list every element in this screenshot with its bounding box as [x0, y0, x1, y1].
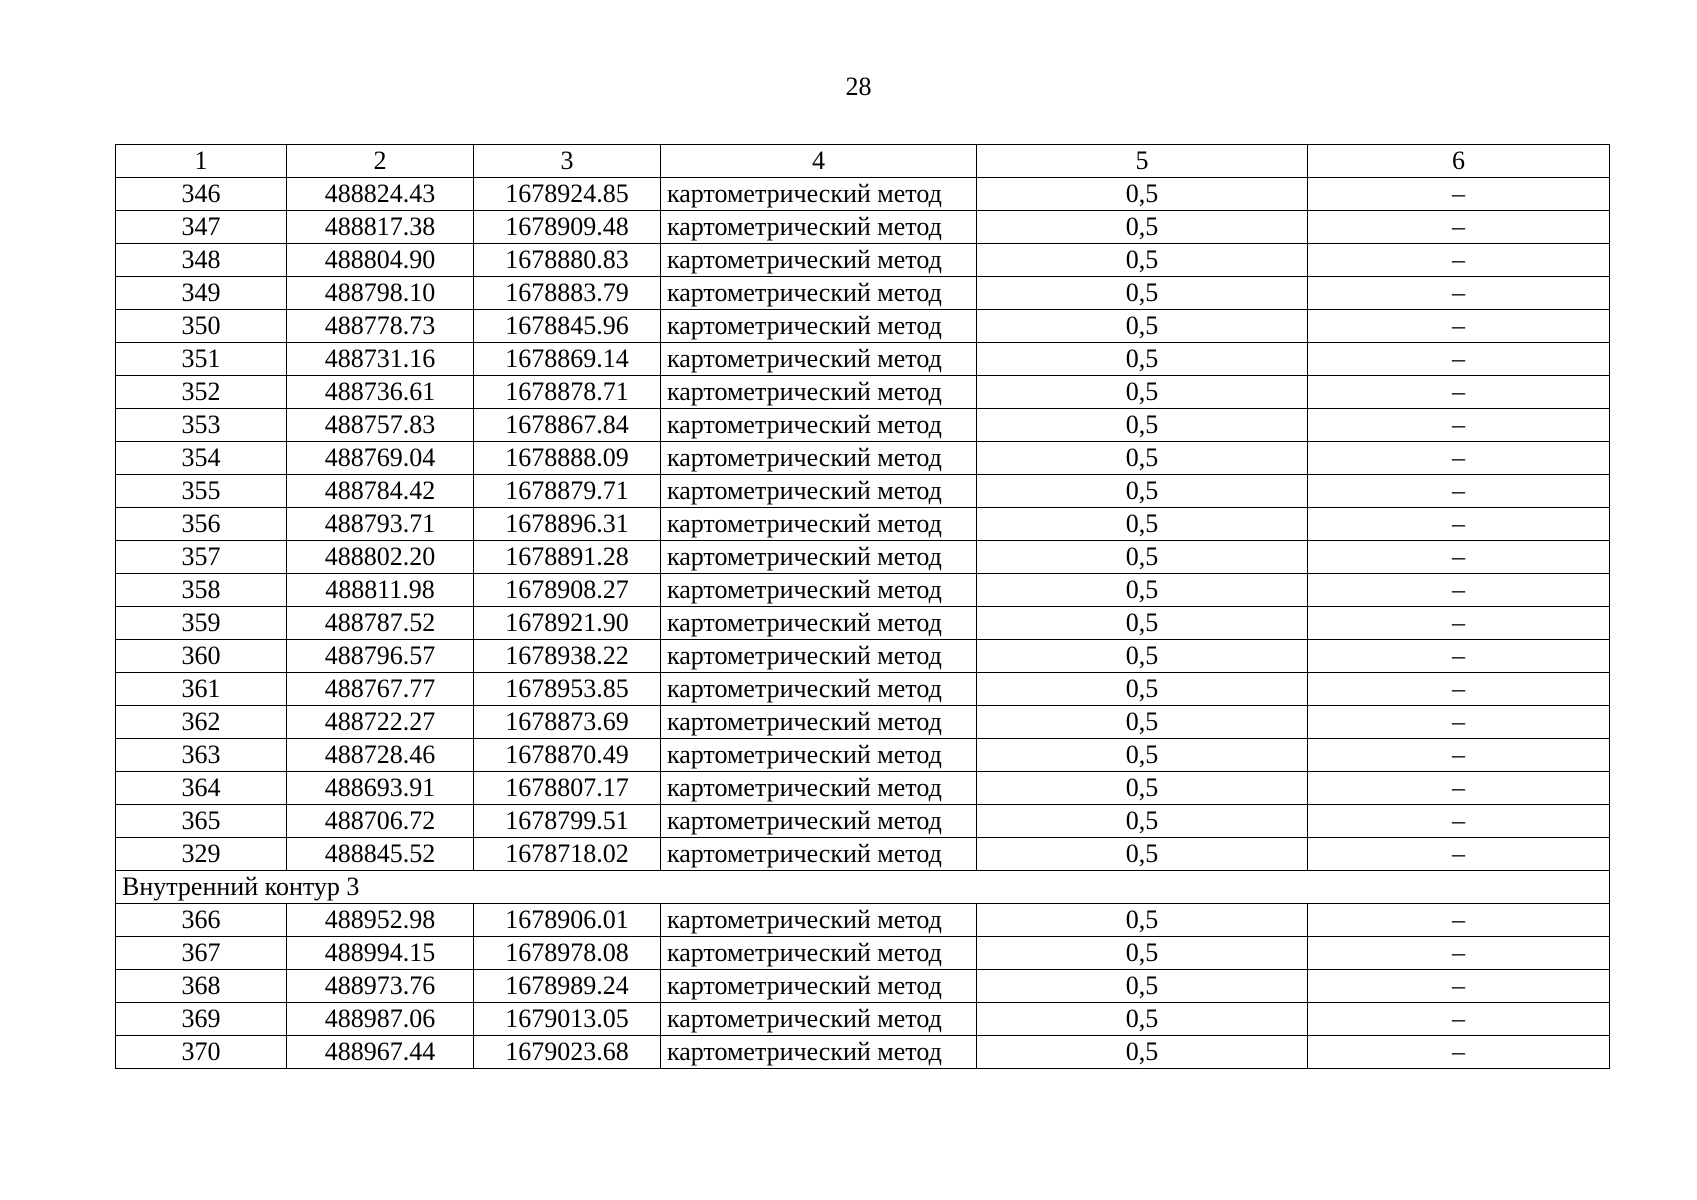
- accuracy-cell: 0,5: [977, 904, 1308, 937]
- y-coordinate-cell: 1678921.90: [474, 607, 661, 640]
- table-row: [116, 739, 1610, 772]
- x-coordinate-cell: 488767.77: [287, 673, 474, 706]
- y-coordinate-cell: 1678845.96: [474, 310, 661, 343]
- coordinates-table: [115, 144, 1610, 1069]
- x-coordinate-cell: 488952.98: [287, 904, 474, 937]
- method-cell: картометрический метод: [661, 673, 977, 706]
- note-cell: –: [1308, 772, 1610, 805]
- method-cell: картометрический метод: [661, 376, 977, 409]
- accuracy-cell: 0,5: [977, 739, 1308, 772]
- method-cell: картометрический метод: [661, 772, 977, 805]
- point-number-cell: 346: [116, 178, 287, 211]
- x-coordinate-cell: 488757.83: [287, 409, 474, 442]
- y-coordinate-cell: 1678869.14: [474, 343, 661, 376]
- table-row: [116, 310, 1610, 343]
- header-cell-4: 4: [661, 145, 977, 178]
- y-coordinate-cell: 1678870.49: [474, 739, 661, 772]
- method-cell: картометрический метод: [661, 178, 977, 211]
- x-coordinate-cell: 488693.91: [287, 772, 474, 805]
- note-cell: –: [1308, 640, 1610, 673]
- table-row: [116, 904, 1610, 937]
- accuracy-cell: 0,5: [977, 178, 1308, 211]
- y-coordinate-cell: 1678873.69: [474, 706, 661, 739]
- table-row: [116, 970, 1610, 1003]
- method-cell: картометрический метод: [661, 343, 977, 376]
- point-number-cell: 356: [116, 508, 287, 541]
- point-number-cell: 364: [116, 772, 287, 805]
- table-row: [116, 475, 1610, 508]
- point-number-cell: 360: [116, 640, 287, 673]
- point-number-cell: 350: [116, 310, 287, 343]
- x-coordinate-cell: 488778.73: [287, 310, 474, 343]
- table-row: [116, 409, 1610, 442]
- table-row: [116, 838, 1610, 871]
- y-coordinate-cell: 1678938.22: [474, 640, 661, 673]
- x-coordinate-cell: 488824.43: [287, 178, 474, 211]
- y-coordinate-cell: 1678879.71: [474, 475, 661, 508]
- method-cell: картометрический метод: [661, 442, 977, 475]
- note-cell: –: [1308, 409, 1610, 442]
- method-cell: картометрический метод: [661, 310, 977, 343]
- accuracy-cell: 0,5: [977, 442, 1308, 475]
- accuracy-cell: 0,5: [977, 970, 1308, 1003]
- table-row: [116, 442, 1610, 475]
- accuracy-cell: 0,5: [977, 541, 1308, 574]
- y-coordinate-cell: 1678953.85: [474, 673, 661, 706]
- point-number-cell: 366: [116, 904, 287, 937]
- note-cell: –: [1308, 574, 1610, 607]
- accuracy-cell: 0,5: [977, 376, 1308, 409]
- x-coordinate-cell: 488973.76: [287, 970, 474, 1003]
- point-number-cell: 359: [116, 607, 287, 640]
- section-label: Внутренний контур 3: [116, 871, 1610, 904]
- table-row: [116, 277, 1610, 310]
- x-coordinate-cell: 488811.98: [287, 574, 474, 607]
- point-number-cell: 348: [116, 244, 287, 277]
- note-cell: –: [1308, 937, 1610, 970]
- table-row: [116, 937, 1610, 970]
- y-coordinate-cell: 1678807.17: [474, 772, 661, 805]
- y-coordinate-cell: 1678883.79: [474, 277, 661, 310]
- x-coordinate-cell: 488798.10: [287, 277, 474, 310]
- x-coordinate-cell: 488787.52: [287, 607, 474, 640]
- y-coordinate-cell: 1678799.51: [474, 805, 661, 838]
- y-coordinate-cell: 1678924.85: [474, 178, 661, 211]
- note-cell: –: [1308, 1036, 1610, 1069]
- accuracy-cell: 0,5: [977, 574, 1308, 607]
- point-number-cell: 347: [116, 211, 287, 244]
- table-row: [116, 640, 1610, 673]
- accuracy-cell: 0,5: [977, 277, 1308, 310]
- accuracy-cell: 0,5: [977, 343, 1308, 376]
- note-cell: –: [1308, 970, 1610, 1003]
- y-coordinate-cell: 1679023.68: [474, 1036, 661, 1069]
- note-cell: –: [1308, 277, 1610, 310]
- accuracy-cell: 0,5: [977, 937, 1308, 970]
- note-cell: –: [1308, 805, 1610, 838]
- point-number-cell: 349: [116, 277, 287, 310]
- method-cell: картометрический метод: [661, 409, 977, 442]
- table-row: [116, 541, 1610, 574]
- method-cell: картометрический метод: [661, 475, 977, 508]
- note-cell: –: [1308, 376, 1610, 409]
- note-cell: –: [1308, 343, 1610, 376]
- y-coordinate-cell: 1678908.27: [474, 574, 661, 607]
- x-coordinate-cell: 488796.57: [287, 640, 474, 673]
- x-coordinate-cell: 488731.16: [287, 343, 474, 376]
- y-coordinate-cell: 1678891.28: [474, 541, 661, 574]
- table-body: [116, 145, 1610, 1069]
- table-row: [116, 673, 1610, 706]
- point-number-cell: 367: [116, 937, 287, 970]
- accuracy-cell: 0,5: [977, 838, 1308, 871]
- x-coordinate-cell: 488817.38: [287, 211, 474, 244]
- table-row: [116, 1003, 1610, 1036]
- accuracy-cell: 0,5: [977, 1003, 1308, 1036]
- method-cell: картометрический метод: [661, 244, 977, 277]
- header-cell-2: 2: [287, 145, 474, 178]
- y-coordinate-cell: 1678906.01: [474, 904, 661, 937]
- point-number-cell: 358: [116, 574, 287, 607]
- header-cell-3: 3: [474, 145, 661, 178]
- point-number-cell: 353: [116, 409, 287, 442]
- method-cell: картометрический метод: [661, 508, 977, 541]
- point-number-cell: 362: [116, 706, 287, 739]
- table-row: [116, 574, 1610, 607]
- point-number-cell: 368: [116, 970, 287, 1003]
- x-coordinate-cell: 488804.90: [287, 244, 474, 277]
- point-number-cell: 363: [116, 739, 287, 772]
- x-coordinate-cell: 488706.72: [287, 805, 474, 838]
- note-cell: –: [1308, 607, 1610, 640]
- accuracy-cell: 0,5: [977, 1036, 1308, 1069]
- header-row: [116, 145, 1610, 178]
- table-row: [116, 508, 1610, 541]
- header-cell-5: 5: [977, 145, 1308, 178]
- x-coordinate-cell: 488784.42: [287, 475, 474, 508]
- point-number-cell: 357: [116, 541, 287, 574]
- note-cell: –: [1308, 178, 1610, 211]
- method-cell: картометрический метод: [661, 640, 977, 673]
- method-cell: картометрический метод: [661, 937, 977, 970]
- table-row: [116, 607, 1610, 640]
- x-coordinate-cell: 488987.06: [287, 1003, 474, 1036]
- note-cell: –: [1308, 541, 1610, 574]
- note-cell: –: [1308, 475, 1610, 508]
- y-coordinate-cell: 1678878.71: [474, 376, 661, 409]
- method-cell: картометрический метод: [661, 904, 977, 937]
- note-cell: –: [1308, 1003, 1610, 1036]
- point-number-cell: 329: [116, 838, 287, 871]
- section-row: [116, 871, 1610, 904]
- accuracy-cell: 0,5: [977, 706, 1308, 739]
- accuracy-cell: 0,5: [977, 508, 1308, 541]
- table-row: [116, 211, 1610, 244]
- method-cell: картометрический метод: [661, 1036, 977, 1069]
- accuracy-cell: 0,5: [977, 244, 1308, 277]
- point-number-cell: 355: [116, 475, 287, 508]
- page-number: 28: [845, 72, 872, 101]
- y-coordinate-cell: 1678888.09: [474, 442, 661, 475]
- table-row: [116, 1036, 1610, 1069]
- note-cell: –: [1308, 244, 1610, 277]
- table-row: [116, 706, 1610, 739]
- method-cell: картометрический метод: [661, 541, 977, 574]
- method-cell: картометрический метод: [661, 838, 977, 871]
- table-row: [116, 772, 1610, 805]
- table-row: [116, 805, 1610, 838]
- method-cell: картометрический метод: [661, 277, 977, 310]
- note-cell: –: [1308, 904, 1610, 937]
- method-cell: картометрический метод: [661, 1003, 977, 1036]
- note-cell: –: [1308, 211, 1610, 244]
- note-cell: –: [1308, 442, 1610, 475]
- x-coordinate-cell: 488722.27: [287, 706, 474, 739]
- accuracy-cell: 0,5: [977, 310, 1308, 343]
- method-cell: картометрический метод: [661, 805, 977, 838]
- accuracy-cell: 0,5: [977, 805, 1308, 838]
- method-cell: картометрический метод: [661, 970, 977, 1003]
- accuracy-cell: 0,5: [977, 772, 1308, 805]
- accuracy-cell: 0,5: [977, 640, 1308, 673]
- x-coordinate-cell: 488994.15: [287, 937, 474, 970]
- point-number-cell: 361: [116, 673, 287, 706]
- point-number-cell: 354: [116, 442, 287, 475]
- note-cell: –: [1308, 838, 1610, 871]
- x-coordinate-cell: 488793.71: [287, 508, 474, 541]
- header-cell-1: 1: [116, 145, 287, 178]
- table-row: [116, 376, 1610, 409]
- x-coordinate-cell: 488728.46: [287, 739, 474, 772]
- method-cell: картометрический метод: [661, 607, 977, 640]
- point-number-cell: 369: [116, 1003, 287, 1036]
- accuracy-cell: 0,5: [977, 409, 1308, 442]
- point-number-cell: 370: [116, 1036, 287, 1069]
- method-cell: картометрический метод: [661, 211, 977, 244]
- y-coordinate-cell: 1678867.84: [474, 409, 661, 442]
- point-number-cell: 365: [116, 805, 287, 838]
- header-cell-6: 6: [1308, 145, 1610, 178]
- table-row: [116, 244, 1610, 277]
- accuracy-cell: 0,5: [977, 211, 1308, 244]
- note-cell: –: [1308, 508, 1610, 541]
- x-coordinate-cell: 488967.44: [287, 1036, 474, 1069]
- y-coordinate-cell: 1678718.02: [474, 838, 661, 871]
- note-cell: –: [1308, 673, 1610, 706]
- point-number-cell: 352: [116, 376, 287, 409]
- y-coordinate-cell: 1678909.48: [474, 211, 661, 244]
- method-cell: картометрический метод: [661, 706, 977, 739]
- note-cell: –: [1308, 310, 1610, 343]
- y-coordinate-cell: 1678989.24: [474, 970, 661, 1003]
- method-cell: картометрический метод: [661, 739, 977, 772]
- table-row: [116, 178, 1610, 211]
- y-coordinate-cell: 1678880.83: [474, 244, 661, 277]
- note-cell: –: [1308, 739, 1610, 772]
- y-coordinate-cell: 1679013.05: [474, 1003, 661, 1036]
- x-coordinate-cell: 488845.52: [287, 838, 474, 871]
- x-coordinate-cell: 488769.04: [287, 442, 474, 475]
- table-row: [116, 343, 1610, 376]
- x-coordinate-cell: 488736.61: [287, 376, 474, 409]
- y-coordinate-cell: 1678978.08: [474, 937, 661, 970]
- point-number-cell: 351: [116, 343, 287, 376]
- method-cell: картометрический метод: [661, 574, 977, 607]
- x-coordinate-cell: 488802.20: [287, 541, 474, 574]
- accuracy-cell: 0,5: [977, 475, 1308, 508]
- accuracy-cell: 0,5: [977, 673, 1308, 706]
- accuracy-cell: 0,5: [977, 607, 1308, 640]
- note-cell: –: [1308, 706, 1610, 739]
- y-coordinate-cell: 1678896.31: [474, 508, 661, 541]
